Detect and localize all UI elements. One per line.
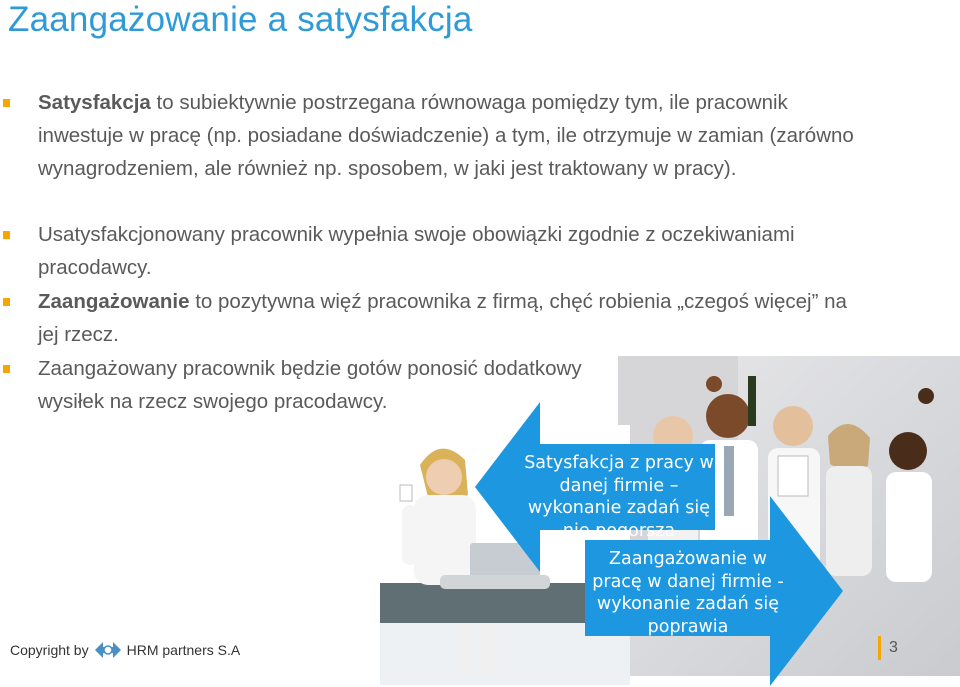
satisfaction-arrow-text: Satysfakcja z pracy w danej firmie – wykonanie zadań się nie pogorsza — [524, 453, 714, 541]
bullet-text: Usatysfakcjonowany pracownik wypełnia swoje obowiązki zgodnie z oczekiwaniami pracodawcy. — [38, 223, 795, 279]
bullet-text: to pozytywna więź pracownika z firmą, chęć robienia „czegoś więcej” na jej rzecz. — [38, 290, 847, 346]
bullet-marker — [3, 298, 10, 306]
copyright-label: Copyright by — [10, 642, 89, 658]
page-number — [878, 636, 898, 660]
bullet-bold-term: Satysfakcja — [38, 91, 151, 114]
bullet-bold-term: Zaangażowanie — [38, 290, 190, 313]
page-number-divider — [878, 636, 881, 660]
footer — [10, 640, 240, 660]
slide-title: Zaangażowanie a satysfakcja — [8, 0, 473, 39]
bullet-marker — [3, 99, 10, 107]
bullet-marker — [3, 365, 10, 373]
company-logo-icon — [95, 640, 121, 660]
bullet-text: Zaangażowany pracownik będzie gotów ponosić dodatkowy wysiłek na rzecz swojego pracodawcy. — [38, 357, 582, 413]
page-number-value: 3 — [889, 639, 898, 656]
company-name: HRM partners S.A — [126, 642, 241, 658]
engagement-arrow-text: Zaangażowanie w pracę w danej firmie - wykonanie zadań się poprawia — [592, 549, 784, 637]
bullet-marker — [3, 231, 10, 239]
bullet-text: to subiektywnie postrzegana równowaga pomiędzy tym, ile pracownik inwestuje w pracę (np. posiadane doświadczenie) a tym, ile otrzymuje w zamian (zarówno wynagrodzeniem, ale również np. sposobem, w jaki jest traktowany w pracy). — [38, 91, 854, 180]
